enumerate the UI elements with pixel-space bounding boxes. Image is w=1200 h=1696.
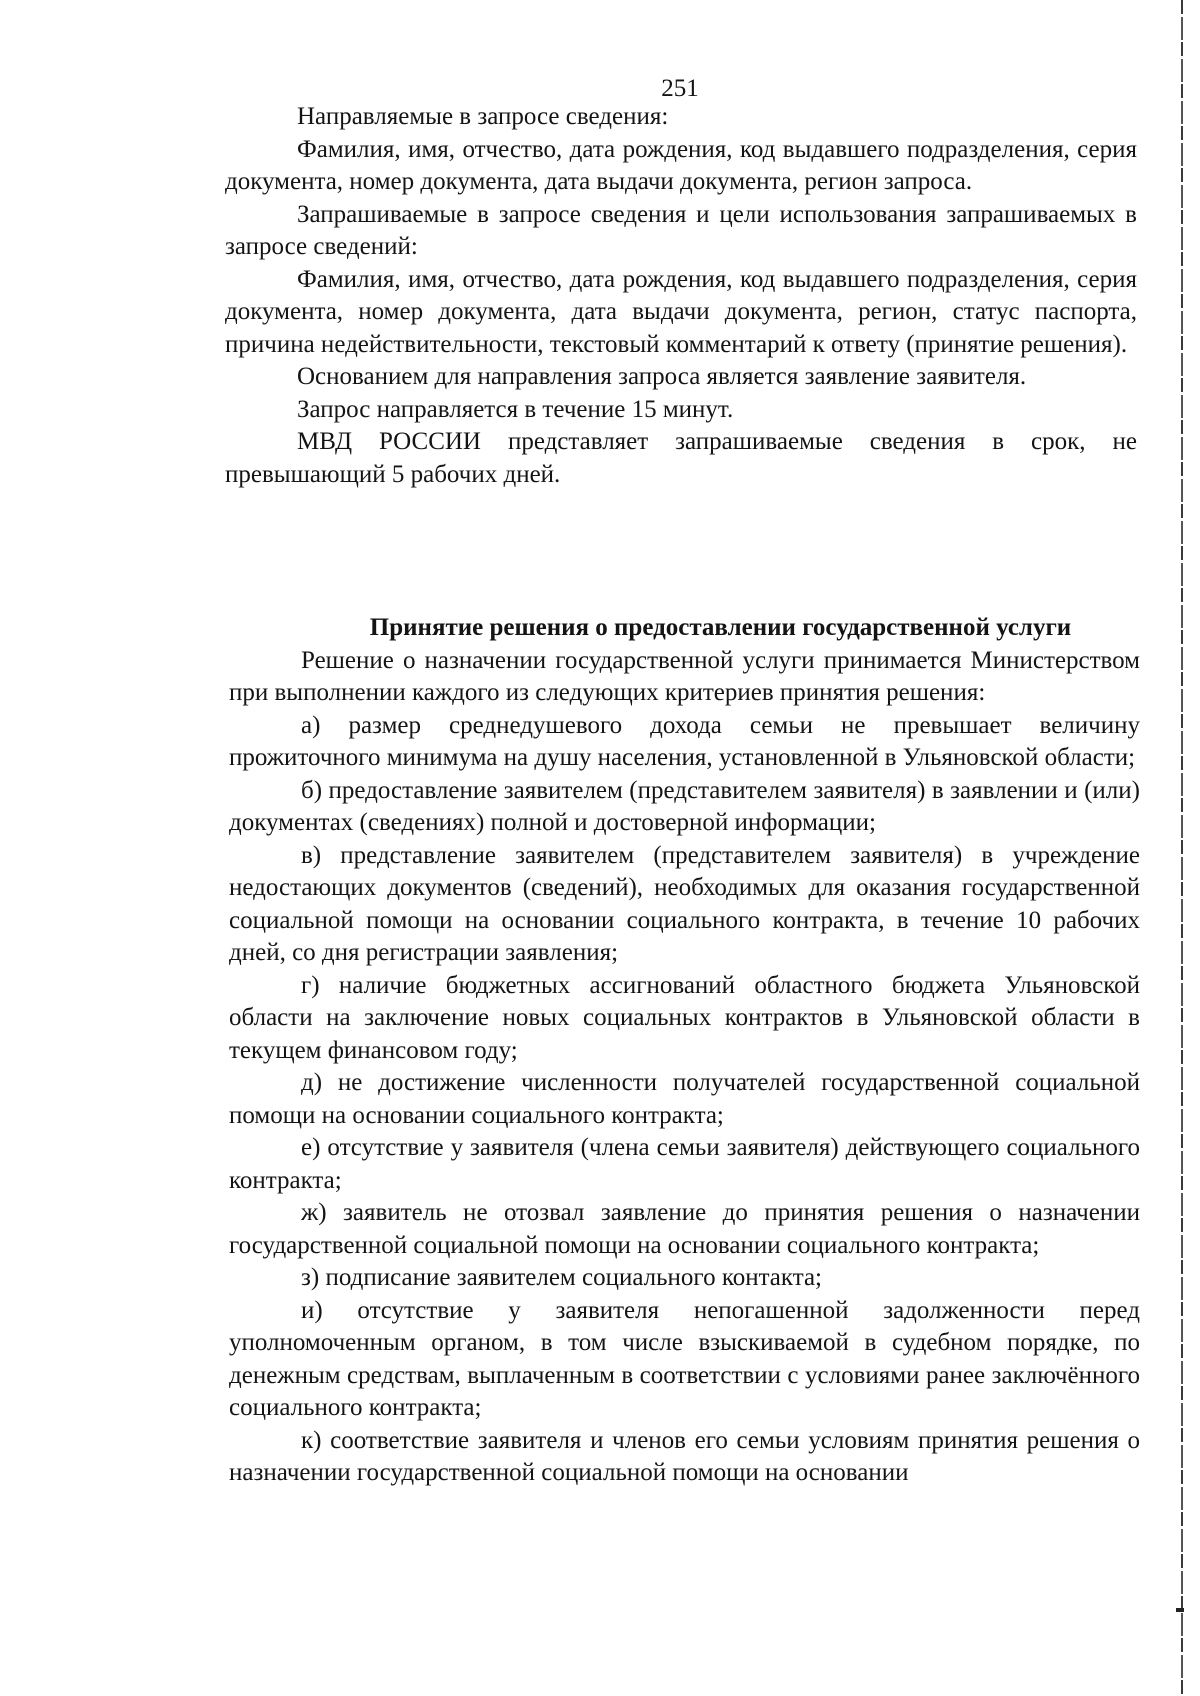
paragraph: Запрашиваемые в запросе сведения и цели использования запрашиваемых в запросе сведений: [225, 200, 1137, 260]
scan-edge-mark [1176, 1608, 1184, 1612]
paragraph: Основанием для направления запроса является заявление заявителя. [297, 363, 1027, 390]
criterion-a: а) размер среднедушевого дохода семьи не превышает величину прожиточного минимума на душу населения, установленной в Ульяновской области; [229, 711, 1140, 771]
paragraph: Направляемые в запросе сведения: [297, 103, 669, 130]
criterion-i: и) отсутствие у заявителя непогашенной задолженности перед уполномоченным органом, в том числе взыскиваемой в судебном порядке, по денежным средствам, выплаченным в соответствии с условиями ранее заключённого социального контракта; [229, 1296, 1140, 1421]
criterion-e: е) отсутствие у заявителя (члена семьи заявителя) действующего социального контракта; [229, 1134, 1140, 1194]
criterion-g: г) наличие бюджетных ассигнований областного бюджета Ульяновской области на заключение новых социальных контрактов в Ульяновской области в текущем финансовом году; [229, 971, 1140, 1064]
criterion-zh: ж) заявитель не отозвал заявление до принятия решения о назначении государственной социальной помощи на основании социального контракта; [229, 1199, 1140, 1259]
criterion-k: к) соответствие заявителя и членов его семьи условиям принятия решения о назначении государственной социальной помощи на основании [229, 1426, 1140, 1486]
criterion-v: в) представление заявителем (представителем заявителя) в учреждение недостающих документов (сведений), необходимых для оказания государственной социальной помощи на основании социального контракта, в течение 10 рабочих дней, со дня регистрации заявления; [229, 841, 1140, 966]
page-number: 251 [661, 75, 699, 102]
section-request-info [225, 101, 1137, 491]
criterion-d: д) не достижение численности получателей государственной социальной помощи на основании социального контракта; [229, 1069, 1140, 1129]
section-heading: Принятие решения о предоставлении государственной услуги [369, 614, 1072, 641]
paragraph: МВД РОССИИ представляет запрашиваемые сведения в срок, не превышающий 5 рабочих дней. [225, 428, 1137, 488]
paragraph: Фамилия, имя, отчество, дата рождения, код выдавшего подразделения, серия документа, номер документа, дата выдачи документа, регион, статус паспорта, причина недействительности, текстовый комментарий к ответу (принятие решения). [225, 265, 1137, 358]
paragraph: Решение о назначении государственной услуги принимается Министерством при выполнении каждого из следующих критериев принятия решения: [229, 646, 1140, 706]
section-decision [229, 612, 1140, 1490]
scan-right-edge-line [1181, 0, 1183, 1696]
paragraph: Запрос направляется в течение 15 минут. [297, 395, 734, 423]
paragraph: Фамилия, имя, отчество, дата рождения, код выдавшего подразделения, серия документа, номер документа, дата выдачи документа, регион запроса. [225, 135, 1137, 195]
criterion-z: з) подписание заявителем социального контакта; [301, 1264, 822, 1291]
criterion-b: б) предоставление заявителем (представителем заявителя) в заявлении и (или) документах (сведениях) полной и достоверной информации; [229, 776, 1140, 836]
